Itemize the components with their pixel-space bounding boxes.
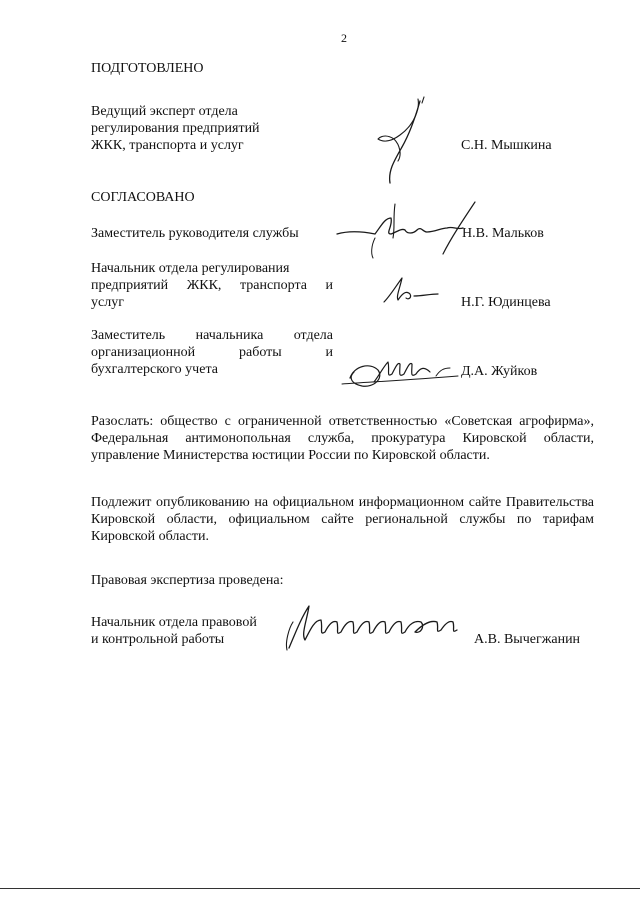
approval-position-line: предприятий ЖКК, транспорта и: [91, 278, 333, 293]
prepared-position-line-1: Ведущий эксперт отдела: [91, 104, 238, 119]
zhuykov-signature: [340, 352, 460, 394]
prepared-position-line-2: регулирования предприятий: [91, 121, 260, 136]
legal-signer-name: А.В. Вычегжанин: [474, 632, 581, 647]
approval-position-line: Заместитель начальника отдела: [91, 328, 333, 343]
page-bottom-rule: [0, 888, 640, 889]
legal-position-line-2: и контрольной работы: [91, 632, 225, 647]
approval-position-line: бухгалтерского учета: [91, 362, 218, 377]
prepared-signer-name: С.Н. Мышкина: [461, 138, 552, 153]
approval-position-line: организационной работы и: [91, 345, 333, 360]
approval-position-line: Начальник отдела регулирования: [91, 261, 290, 276]
legal-review-statement: Правовая экспертиза проведена:: [91, 573, 284, 588]
approval-signer-name: Д.А. Жуйков: [461, 364, 538, 379]
approved-heading: СОГЛАСОВАНО: [91, 190, 195, 205]
distribution-list: Разослать: общество с ограниченной ответственностью «Советская агрофирма», Федеральная антимонопольная служба, прокуратура Кировской области, управление Министерства юстиции России по Кировской области.: [91, 414, 594, 463]
mishkina-signature: [370, 95, 440, 187]
prepared-heading: ПОДГОТОВЛЕНО: [91, 61, 204, 76]
approval-position-line: услуг: [91, 295, 124, 310]
vychegzhanin-signature: [283, 598, 473, 654]
approval-position-line: Заместитель руководителя службы: [91, 226, 299, 241]
page-number: 2: [341, 31, 347, 45]
approval-signer-name: Н.В. Мальков: [462, 226, 544, 241]
approval-signer-name: Н.Г. Юдинцева: [461, 295, 551, 310]
legal-position-line-1: Начальник отдела правовой: [91, 615, 257, 630]
publication-note: Подлежит опубликованию на официальном информационном сайте Правительства Кировской области, официальном сайте региональной службы по тарифам Кировской области.: [91, 495, 594, 544]
malkov-signature: [335, 198, 480, 268]
yudintseva-signature: [380, 272, 442, 306]
prepared-position-line-3: ЖКК, транспорта и услуг: [91, 138, 244, 153]
